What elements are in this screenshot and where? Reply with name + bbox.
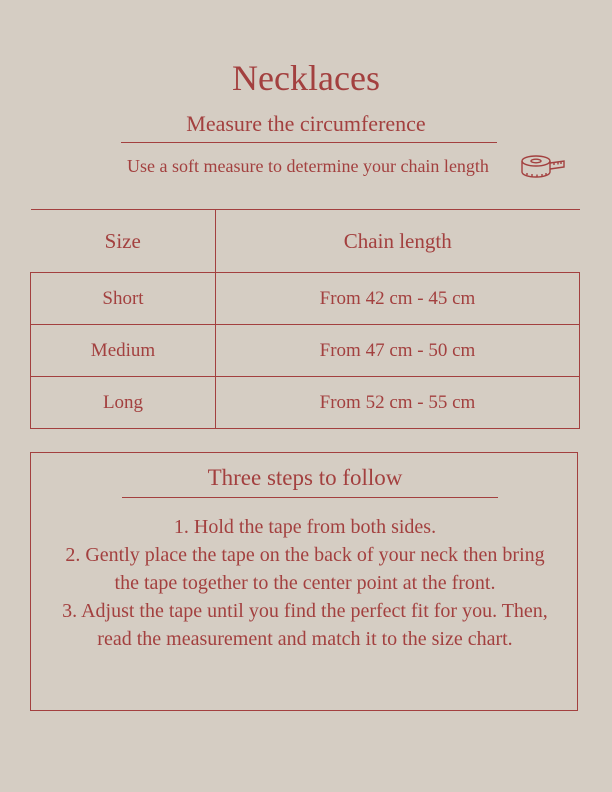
steps-title: Three steps to follow — [207, 465, 403, 490]
page-subtitle: Measure the circumference — [186, 111, 426, 136]
length-cell: From 47 cm - 50 cm — [216, 325, 580, 377]
page-title: Necklaces — [232, 58, 380, 98]
size-cell: Long — [31, 377, 216, 429]
size-chart-table — [30, 209, 580, 429]
table-row — [31, 273, 580, 325]
column-header-size: Size — [31, 210, 216, 273]
steps-title-divider — [122, 497, 498, 498]
steps-box — [30, 452, 578, 711]
measure-instruction: Use a soft measure to determine your chain length — [127, 156, 489, 176]
step-item: 1. Hold the tape from both sides. — [173, 516, 437, 538]
table-row — [31, 377, 580, 429]
measuring-tape-icon — [519, 153, 569, 183]
subtitle-divider — [121, 142, 497, 143]
step-item: 2. Gently place the tape on the back of your neck then bring the tape together to the center point at the front. — [65, 544, 545, 594]
length-cell: From 52 cm - 55 cm — [216, 377, 580, 429]
size-cell: Medium — [31, 325, 216, 377]
step-item: 3. Adjust the tape until you find the perfect fit for you. Then, read the measurement and match it to the size chart. — [62, 600, 548, 650]
column-header-chain-length: Chain length — [216, 210, 580, 273]
steps-list — [55, 513, 555, 653]
size-cell: Short — [31, 273, 216, 325]
table-header-row — [31, 210, 580, 273]
length-cell: From 42 cm - 45 cm — [216, 273, 580, 325]
table-row — [31, 325, 580, 377]
